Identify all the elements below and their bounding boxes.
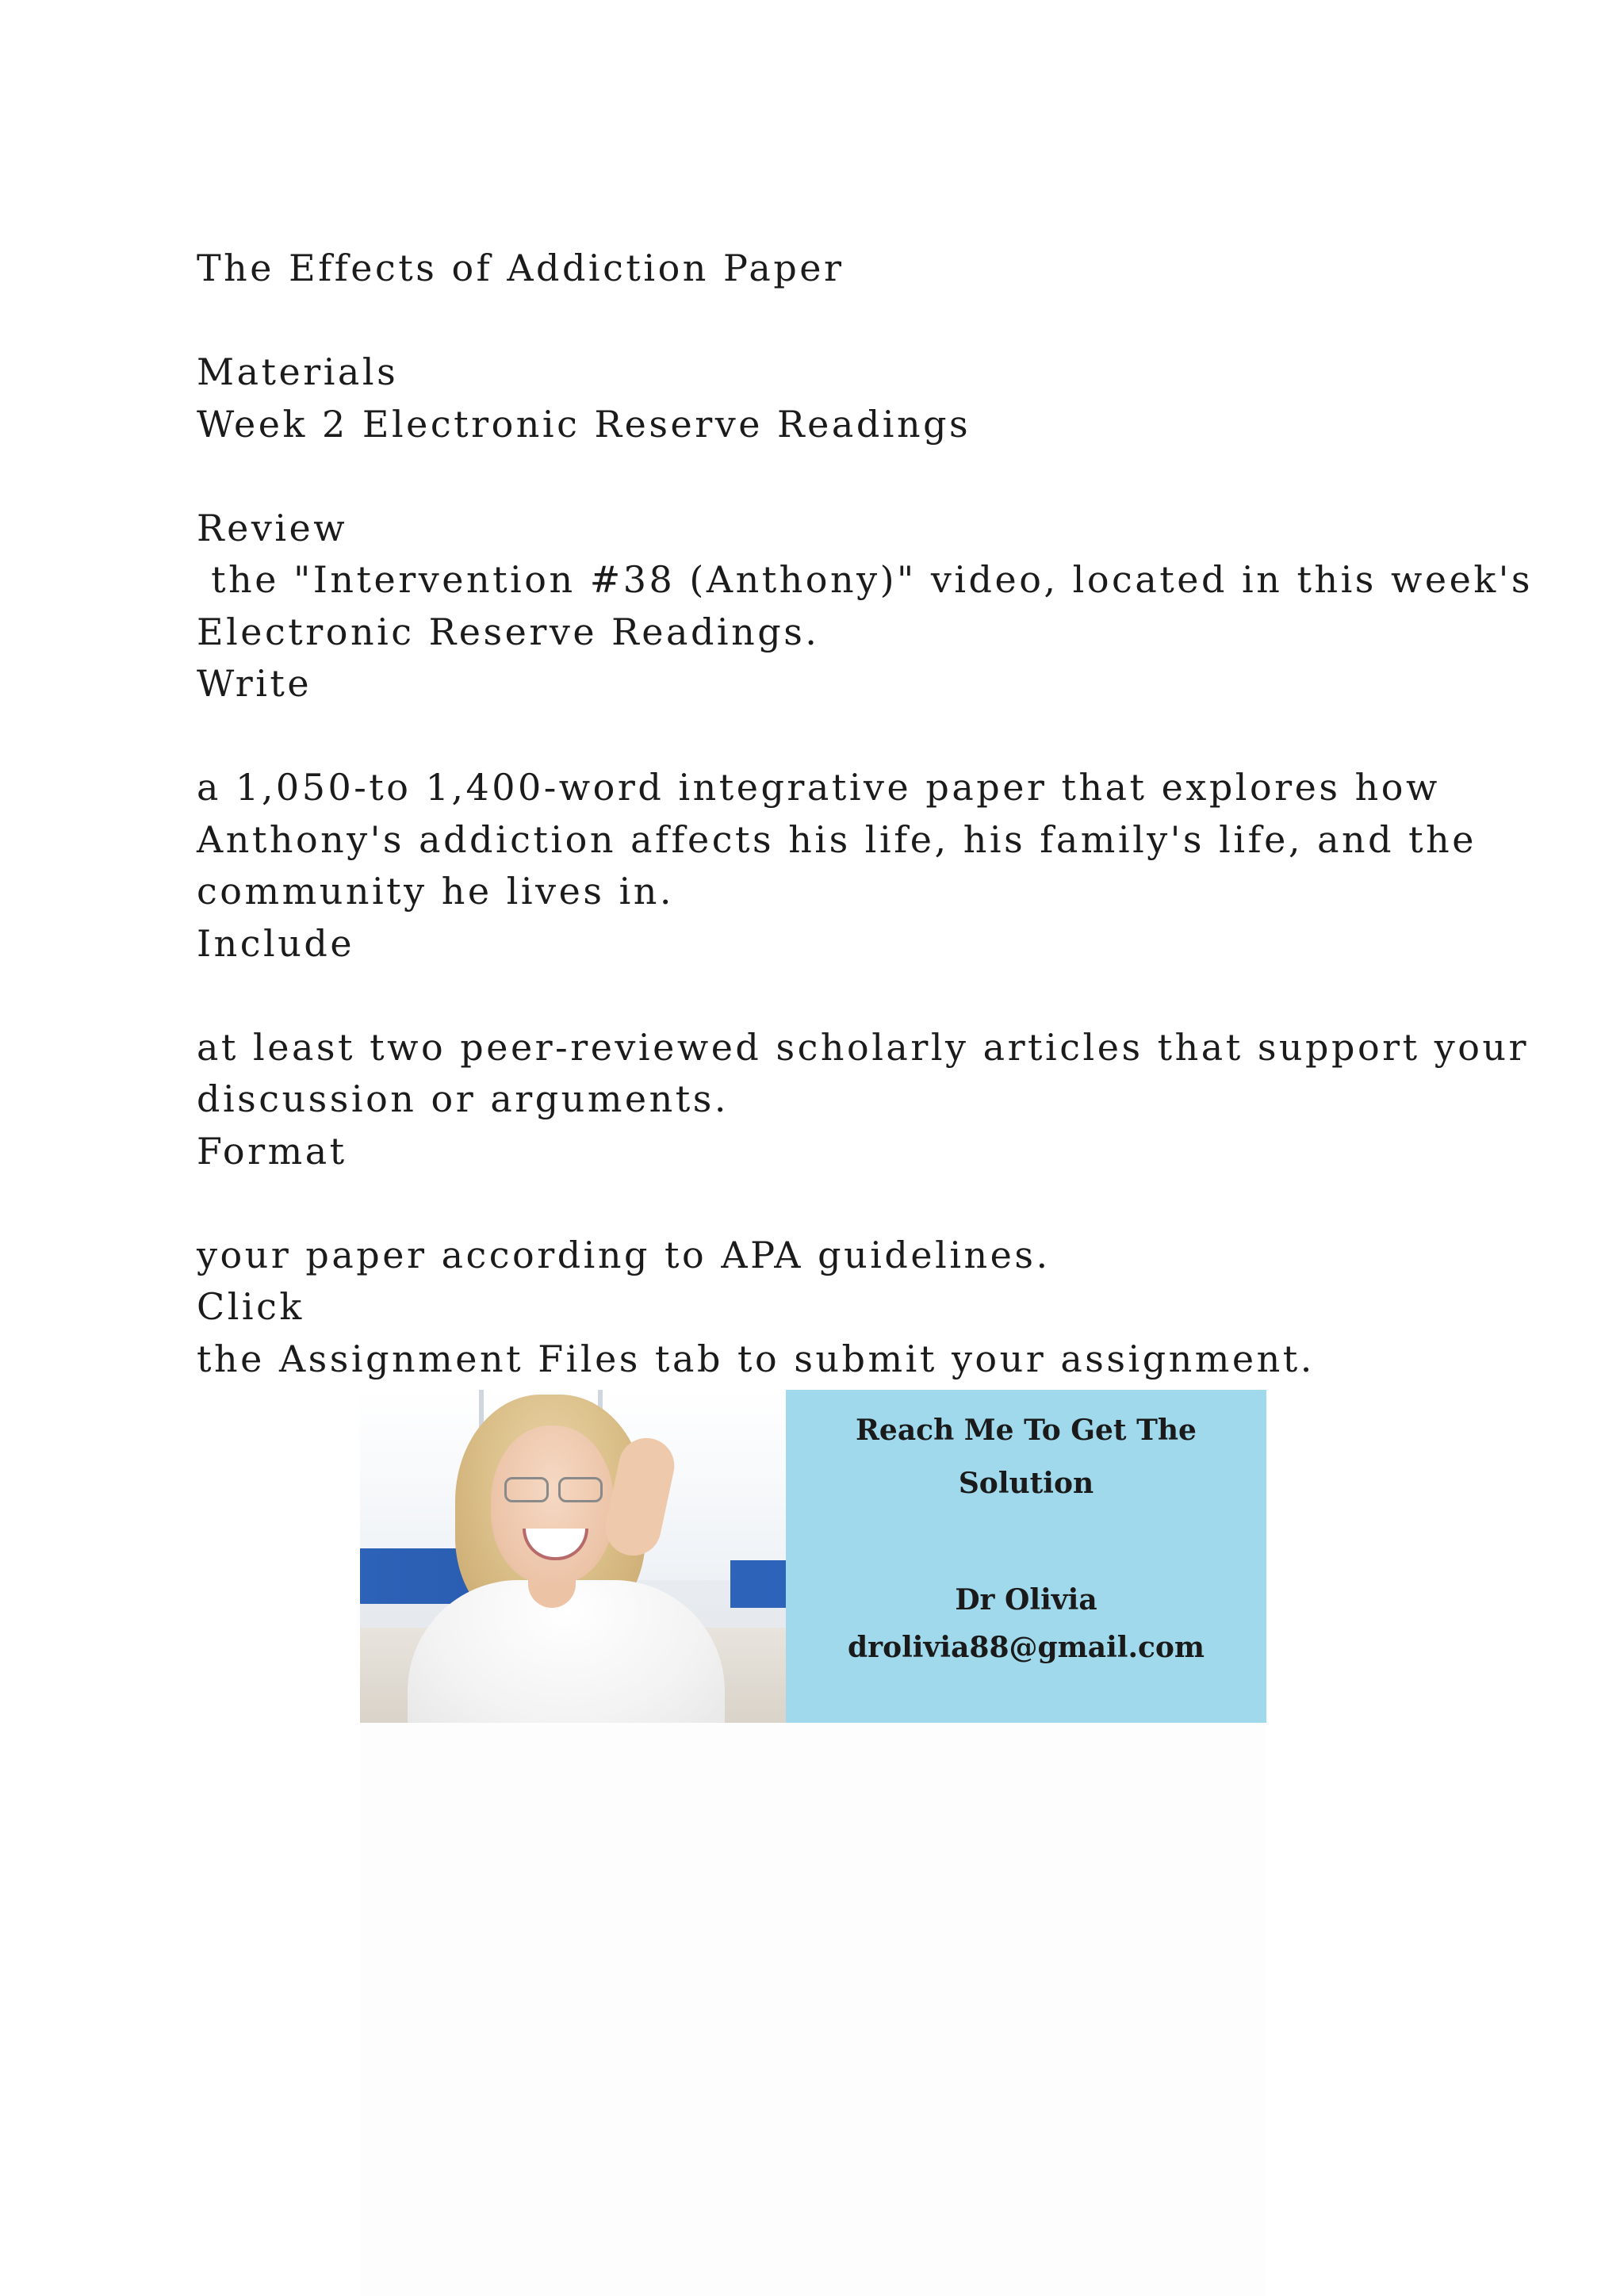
contact-headline: Reach Me To Get The bbox=[856, 1414, 1197, 1447]
blank-line bbox=[197, 1177, 1497, 1230]
contact-headline-continued: Solution bbox=[958, 1467, 1094, 1500]
materials-heading: Materials bbox=[197, 350, 399, 393]
photo-glasses-right bbox=[558, 1477, 603, 1502]
write-heading: Write bbox=[197, 662, 312, 705]
blank-line bbox=[197, 710, 1497, 763]
document-title: The Effects of Addiction Paper bbox=[197, 247, 845, 289]
write-text-line: a 1,050-to 1,400-word integrative paper that explores how bbox=[197, 766, 1440, 809]
blank-region bbox=[360, 1723, 1266, 2296]
woman-photo bbox=[360, 1390, 786, 1723]
review-heading: Review bbox=[197, 506, 348, 549]
click-heading: Click bbox=[197, 1285, 304, 1328]
review-text-line: the "Intervention #38 (Anthony)" video, located in this week's bbox=[197, 558, 1533, 601]
materials-item: Week 2 Electronic Reserve Readings bbox=[197, 402, 971, 446]
write-text-line: community he lives in. bbox=[197, 870, 675, 913]
format-text-line: your paper according to APA guidelines. bbox=[197, 1233, 1051, 1276]
photo-blue-chair-right bbox=[730, 1560, 786, 1608]
include-text-line: at least two peer-reviewed scholarly articles that support your bbox=[197, 1025, 1530, 1069]
blank-line bbox=[197, 970, 1497, 1022]
document-body bbox=[197, 243, 1533, 1385]
photo-face bbox=[491, 1425, 614, 1584]
click-text-line: the Assignment Files tab to submit your assignment. bbox=[197, 1337, 1315, 1380]
blank-line bbox=[197, 450, 1497, 503]
write-text-line: Anthony's addiction affects his life, his family's life, and the bbox=[197, 817, 1477, 861]
contact-email: drolivia88@gmail.com bbox=[847, 1631, 1205, 1664]
review-text-line: Electronic Reserve Readings. bbox=[197, 610, 820, 653]
contact-panel bbox=[786, 1390, 1266, 1723]
include-text-line: discussion or arguments. bbox=[197, 1077, 729, 1120]
photo-glasses-left bbox=[504, 1477, 549, 1502]
include-heading: Include bbox=[197, 921, 355, 965]
contact-banner bbox=[360, 1390, 1266, 1723]
format-heading: Format bbox=[197, 1129, 347, 1173]
blank-line bbox=[197, 295, 1497, 347]
contact-name: Dr Olivia bbox=[955, 1583, 1097, 1617]
